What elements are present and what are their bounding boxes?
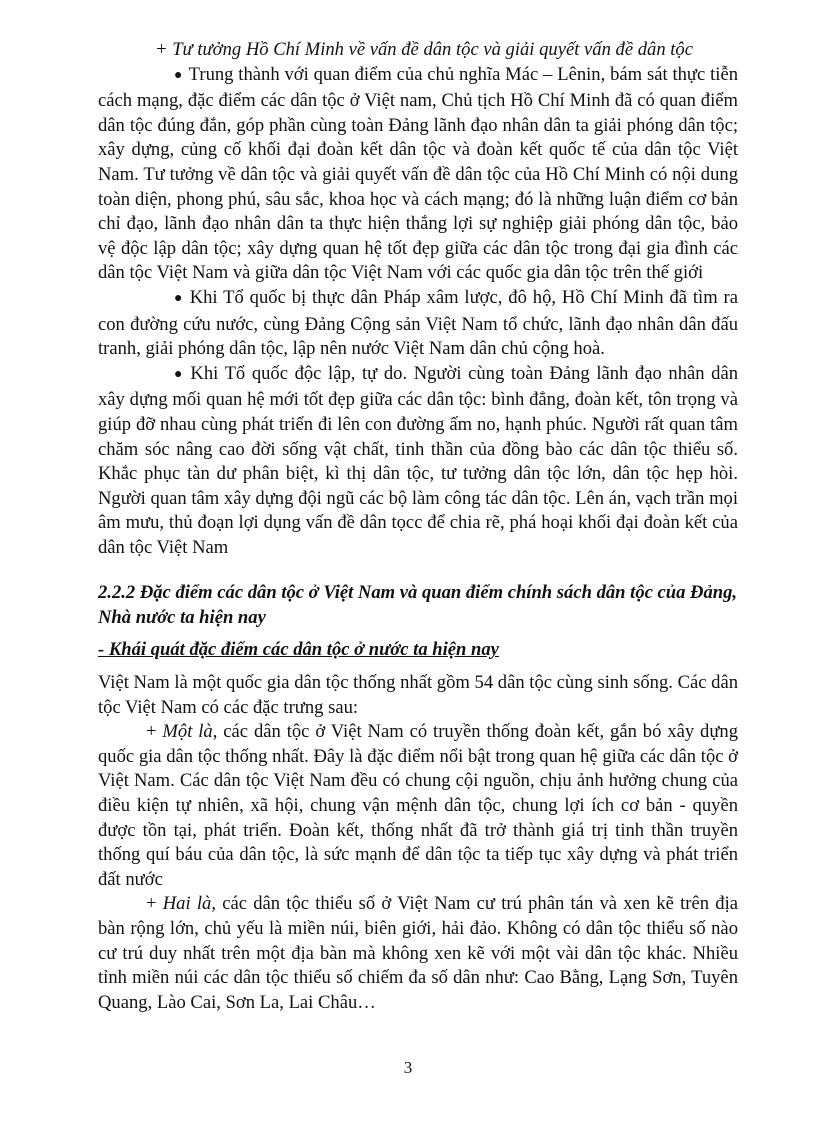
page-number: 3	[403, 1058, 413, 1077]
bullet-icon: ●	[174, 366, 185, 382]
point-label: Hai là	[162, 893, 212, 915]
bullet-paragraph	[98, 362, 738, 561]
bullet-paragraph	[98, 286, 738, 362]
bullet-icon: ●	[174, 290, 184, 306]
document-page	[98, 38, 738, 1015]
point-text: , các dân tộc ở Việt Nam có truyền thống đoàn kết, gắn bó xây dựng quốc gia dân tộc thống nhất. Đây là đặc điểm nổi bật trong quan hệ giữa các dân tộc ở Việt Nam. Các dân tộc Việt Nam đều có chung cội nguồn, chịu ảnh hưởng chung của điều kiện tự nhiên, xã hội, chung vận mệnh dân tộc, chung lợi ích cơ bản - quyền được tồn tại, phát triển. Đoàn kết, thống nhất đã trở thành giá trị tinh thần truyền thống quí báu của dân tộc, là sức mạnh để dân tộc ta tiếp tục xây dựng và phát triển đất nước	[98, 721, 738, 890]
section-title: 2.2.2 Đặc điểm các dân tộc ở Việt Nam và quan điểm chính sách dân tộc của Đảng, Nhà nước ta hiện nay	[98, 582, 738, 629]
intro-paragraph: Việt Nam là một quốc gia dân tộc thống nhất gồm 54 dân tộc cùng sinh sống. Các dân tộc Việt Nam có các đặc trưng sau:	[98, 672, 738, 718]
bullet-text: Khi Tổ quốc độc lập, tự do. Người cùng toàn Đảng lãnh đạo nhân dân xây dựng mối quan hệ mới tốt đẹp giữa các dân tộc: bình đẳng, đoàn kết, tôn trọng và giúp đỡ nhau cùng phát triển đi lên con đường ấm no, hạnh phúc. Người rất quan tâm chăm sóc nâng cao đời sống vật chất, tinh thần của đồng bào các dân tộc thiểu số. Khắc phục tàn dư phân biệt, kì thị dân tộc, tư tưởng dân tộc lớn, dân tộc hẹp hòi. Người quan tâm xây dựng đội ngũ các bộ làm công tác dân tộc. Lên án, vạch trần mọi âm mưu, thủ đoạn lợi dụng vấn đề dân tọcc để chia rẽ, phá hoại khối đại đoàn kết của dân tộc Việt Nam	[98, 362, 738, 558]
point-paragraph	[98, 720, 738, 892]
section-subtitle: - Khái quát đặc điểm các dân tộc ở nước ta hiện nay	[98, 639, 499, 661]
point-lead: +	[146, 721, 163, 743]
point-label: Một là	[162, 721, 213, 743]
bullet-paragraph	[98, 63, 738, 286]
bullet-text: Trung thành với quan điểm của chủ nghĩa Mác – Lênin, bám sát thực tiễn cách mạng, đặc điểm các dân tộc ở Việt nam, Chủ tịch Hồ Chí Minh đã có quan điểm dân tộc đúng đắn, góp phần cùng toàn Đảng lãnh đạo nhân dân ta giải phóng dân tộc; xây dựng, củng cố khối đại đoàn kết dân tộc và đoàn kết quốc tế của dân tộc Việt Nam. Tư tưởng về dân tộc và giải quyết vấn đề dân tộc của Hồ Chí Minh có nội dung toàn diện, phong phú, sâu sắc, khoa học và cách mạng; đó là những luận điểm cơ bản chỉ đạo, lãnh đạo nhân dân ta thực hiện thắng lợi sự nghiệp giải phóng dân tộc, bảo vệ độc lập dân tộc; xây dựng quan hệ tốt đẹp giữa các dân tộc trong đại gia đình các dân tộc Việt Nam và giữa dân tộc Việt Nam với các quốc gia dân tộc trên thế giới	[98, 63, 738, 284]
point-text: , các dân tộc thiểu số ở Việt Nam cư trú phân tán và xen kẽ trên địa bàn rộng lớn, chủ yếu là miền núi, biên giới, hải đảo. Không có dân tộc thiểu số nào cư trú duy nhất trên một địa bàn mà không xen kẽ với một vài dân tộc khác. Nhiều tỉnh miền núi các dân tộc thiểu số chiếm đa số dân như: Cao Bằng, Lạng Sơn, Tuyên Quang, Lào Cai, Sơn La, Lai Châu…	[98, 893, 738, 1013]
point-paragraph	[98, 892, 738, 1015]
point-lead: +	[146, 893, 163, 915]
bullet-text: Khi Tổ quốc bị thực dân Pháp xâm lược, đô hộ, Hồ Chí Minh đã tìm ra con đường cứu nước, cùng Đảng Cộng sản Việt Nam tổ chức, lãnh đạo nhân dân đấu tranh, giải phóng dân tộc, lập nên nước Việt Nam dân chủ cộng hoà.	[98, 286, 738, 360]
bullet-icon: ●	[174, 67, 183, 83]
topic-heading: + Tư tưởng Hồ Chí Minh về vấn đề dân tộc và giải quyết vấn đề dân tộc	[155, 39, 693, 60]
